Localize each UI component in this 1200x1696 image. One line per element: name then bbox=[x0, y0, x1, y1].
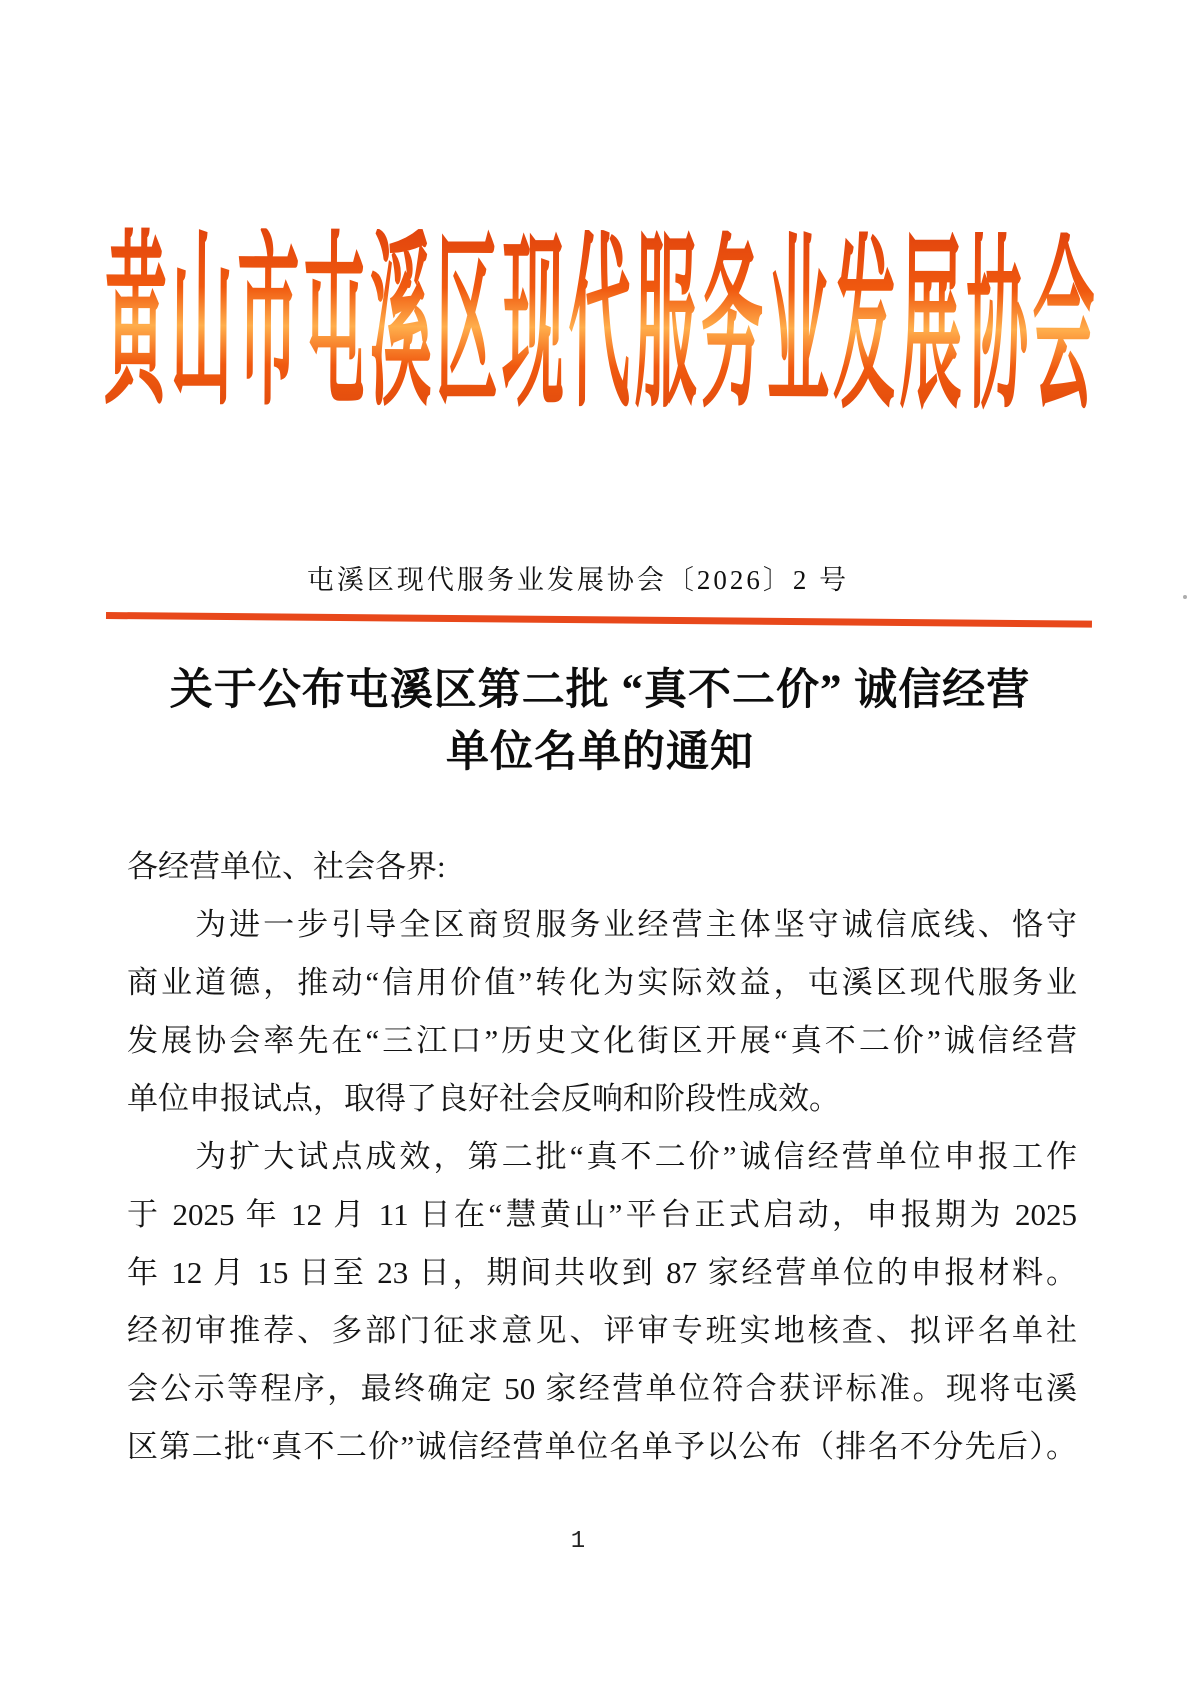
body-line: 年 12 月 15 日至 23 日，期间共收到 87 家经营单位的申报材料。 bbox=[127, 1255, 1077, 1290]
body-line: 为进一步引导全区商贸服务业经营主体坚守诚信底线、恪守 bbox=[127, 907, 1077, 942]
body-line: 为扩大试点成效，第二批“真不二价”诚信经营单位申报工作 bbox=[127, 1139, 1077, 1174]
body-line: 区第二批“真不二价”诚信经营单位名单予以公布（排名不分先后）。 bbox=[127, 1429, 1077, 1464]
scan-speck bbox=[1183, 595, 1187, 599]
body-line: 单位申报试点，取得了良好社会反响和阶段性成效。 bbox=[127, 1081, 840, 1116]
body-line: 会公示等程序，最终确定 50 家经营单位符合获评标准。现将屯溪 bbox=[127, 1371, 1077, 1406]
page-number: 1 bbox=[570, 1528, 586, 1555]
letterhead-title: 黄山市屯溪区现代服务业发展协会 bbox=[103, 221, 1096, 434]
salutation-line: 各经营单位、社会各界: bbox=[127, 849, 446, 884]
document-number: 屯溪区现代服务业发展协会〔2026〕2 号 bbox=[306, 565, 850, 595]
body-line: 于 2025 年 12 月 11 日在“慧黄山”平台正式启动，申报期为 2025 bbox=[127, 1197, 1077, 1232]
notice-title-line1: 关于公布屯溪区第二批 “真不二价” 诚信经营 bbox=[169, 667, 1031, 714]
notice-title bbox=[0, 660, 1200, 784]
notice-title-line2: 单位名单的通知 bbox=[446, 729, 754, 776]
red-rule-divider bbox=[106, 612, 1092, 628]
body-line: 经初审推荐、多部门征求意见、评审专班实地核查、拟评名单社 bbox=[127, 1313, 1077, 1348]
document-body bbox=[127, 838, 1077, 1476]
body-line: 发展协会率先在“三江口”历史文化街区开展“真不二价”诚信经营 bbox=[127, 1023, 1077, 1058]
body-line: 商业道德，推动“信用价值”转化为实际效益，屯溪区现代服务业 bbox=[127, 965, 1077, 1000]
